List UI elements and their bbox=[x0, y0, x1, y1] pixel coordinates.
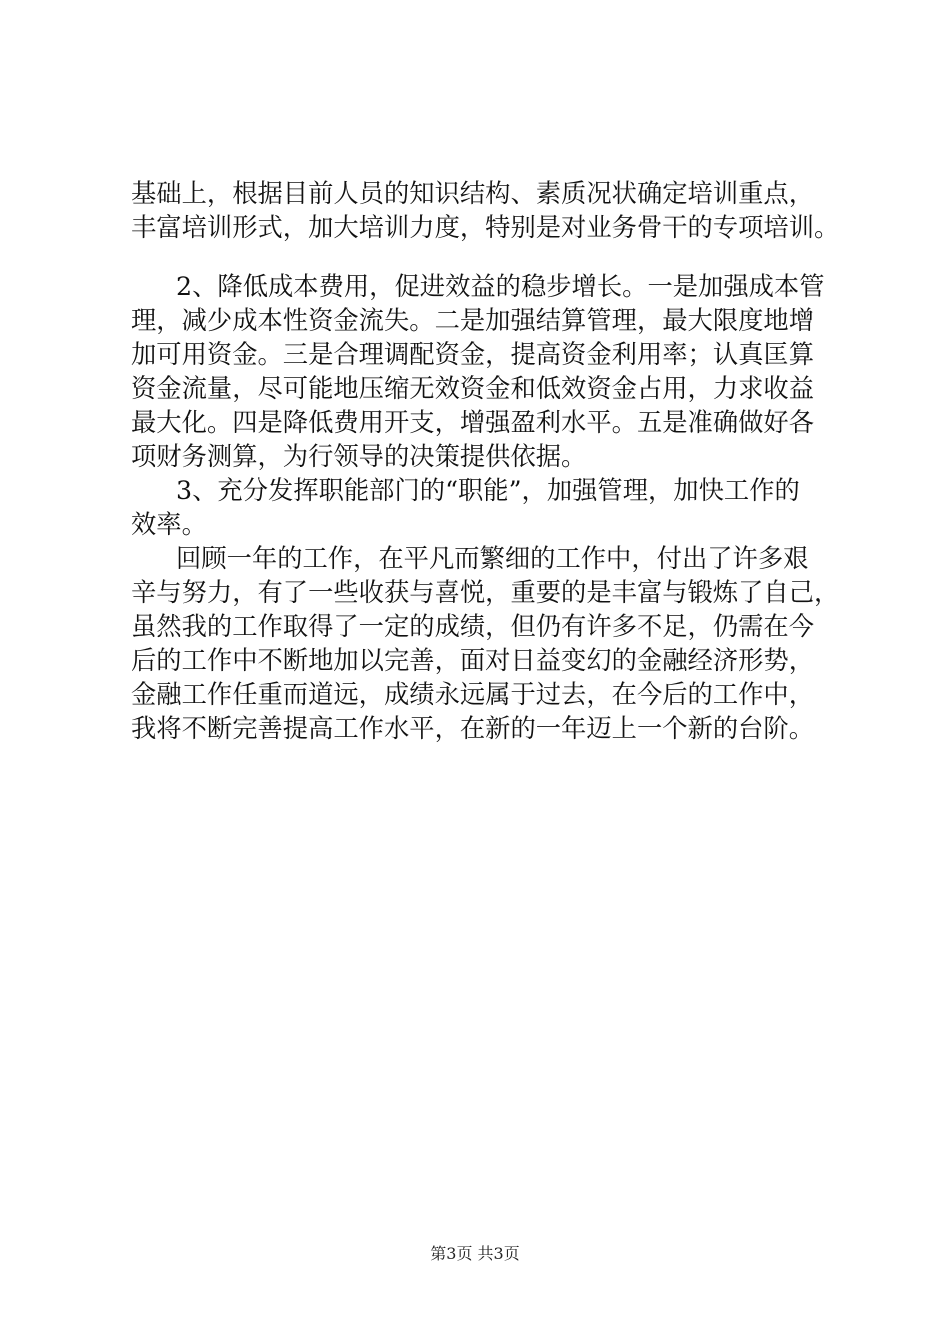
text-line: 丰富培训形式，加大培训力度，特别是对业务骨干的专项培训。 bbox=[131, 213, 840, 242]
text-line: 金融工作任重而道远，成绩永远属于过去，在今后的工作中， bbox=[131, 680, 815, 709]
text-line: 理，减少成本性资金流失。二是加强结算管理，最大限度地增 bbox=[131, 306, 815, 335]
text-line: 加可用资金。三是合理调配资金，提高资金利用率；认真匡算 bbox=[131, 340, 815, 369]
text-line: 辛与努力，有了一些收获与喜悦，重要的是丰富与锻炼了自己， bbox=[131, 578, 840, 607]
text-line: 2、降低成本费用，促进效益的稳步增长。一是加强成本管 bbox=[176, 272, 825, 301]
text-line: 基础上，根据目前人员的知识结构、素质况状确定培训重点， bbox=[131, 179, 815, 208]
page-footer: 第3页 共3页 bbox=[430, 1244, 520, 1263]
text-line: 后的工作中不断地加以完善，面对日益变幻的金融经济形势， bbox=[131, 646, 815, 675]
text-line: 虽然我的工作取得了一定的成绩，但仍有许多不足，仍需在今 bbox=[131, 612, 815, 641]
text-line: 效率。 bbox=[131, 510, 207, 539]
text-line: 回顾一年的工作，在平凡而繁细的工作中，付出了许多艰 bbox=[176, 544, 809, 573]
text-line: 最大化。四是降低费用开支，增强盈利水平。五是准确做好各 bbox=[131, 408, 815, 437]
text-line: 项财务测算，为行领导的决策提供依据。 bbox=[131, 442, 587, 471]
text-line: 我将不断完善提高工作水平，在新的一年迈上一个新的台阶。 bbox=[131, 714, 815, 743]
text-line: 资金流量，尽可能地压缩无效资金和低效资金占用，力求收益 bbox=[131, 374, 815, 403]
text-line: 3、充分发挥职能部门的“职能”，加强管理，加快工作的 bbox=[176, 476, 800, 505]
